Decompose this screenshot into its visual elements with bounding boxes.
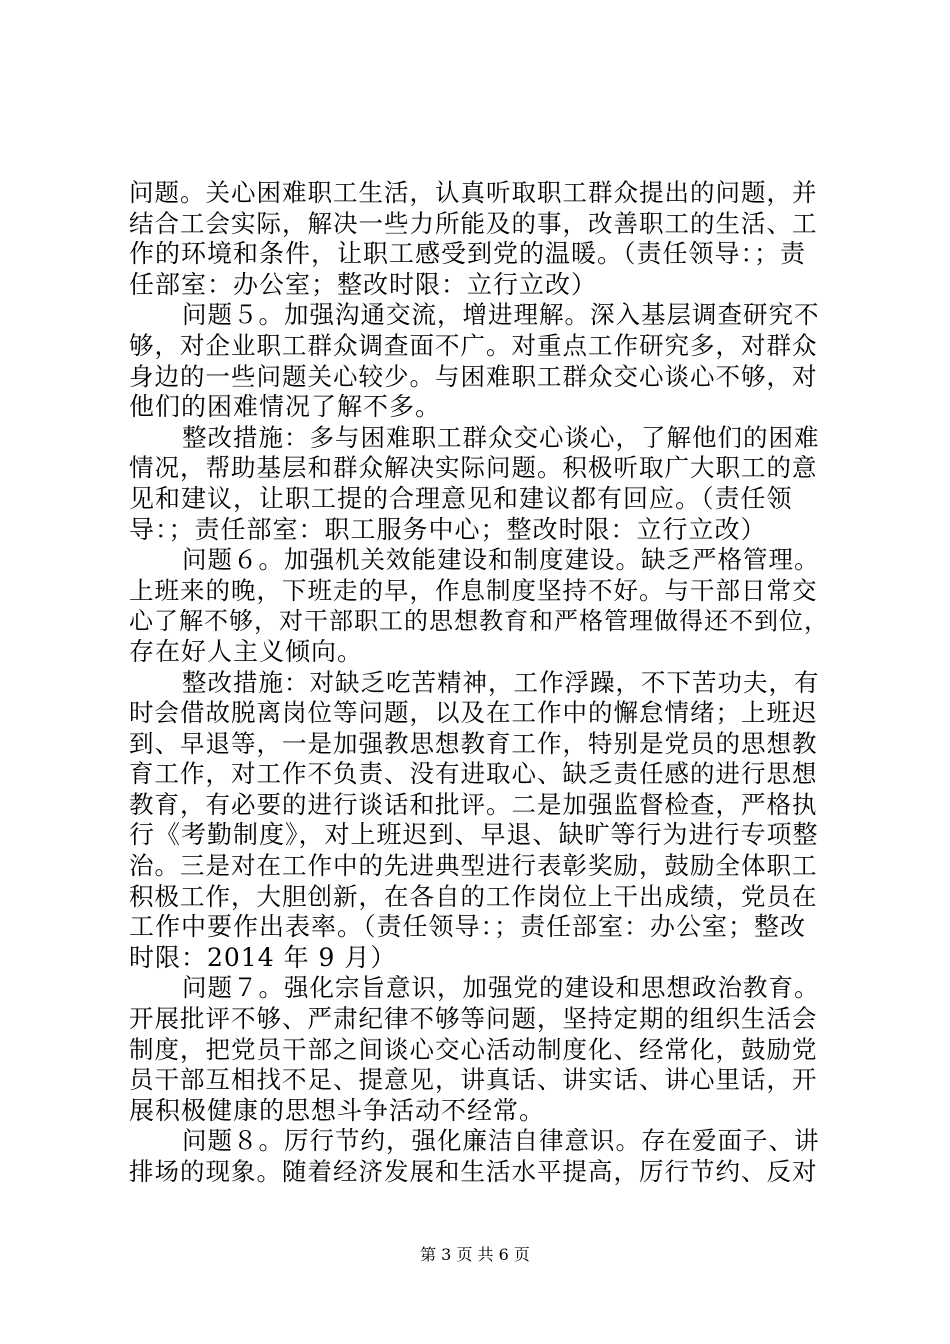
text-line: 工作中要作出表率。（责任领导：；责任部室：办公室；整改	[129, 912, 807, 942]
text-line: 上班来的晚，下班走的早，作息制度坚持不好。与干部日常交	[129, 575, 818, 605]
text-line: 育工作，对工作不负责、没有进取心、缺乏责任感的进行思想	[129, 759, 818, 789]
text-line: 导：；责任部室：职工服务中心；整改时限：立行立改）	[129, 514, 767, 544]
page-number-footer: 第 3 页 共 6 页	[420, 1245, 530, 1264]
text-line: 情况，帮助基层和群众解决实际问题。积极听取广大职工的意	[129, 453, 818, 483]
text-line: 他们的困难情况了解不多。	[129, 392, 442, 422]
text-line: 结合工会实际，解决一些力所能及的事，改善职工的生活、工	[129, 208, 818, 238]
document-body	[129, 178, 829, 1188]
text-line: 问题７。强化宗旨意识，加强党的建设和思想政治教育。	[182, 973, 820, 1003]
text-line: 心了解不够，对干部职工的思想教育和严格管理做得还不到位，	[129, 607, 829, 636]
text-line: 整改措施：对缺乏吃苦精神，工作浮躁，不下苦功夫，有	[182, 667, 820, 697]
text-line: 时限：2014 年 9 月）	[129, 942, 397, 972]
text-line: 排场的现象。随着经济发展和生活水平提高，厉行节约、反对	[129, 1157, 818, 1186]
text-line: 治。三是对在工作中的先进典型进行表彰奖励，鼓励全体职工	[129, 851, 818, 881]
text-line: 展积极健康的思想斗争活动不经常。	[129, 1095, 546, 1125]
text-line: 开展批评不够、严肃纪律不够等问题，坚持定期的组织生活会	[129, 1004, 818, 1034]
text-line: 到、早退等，一是加强教思想教育工作，特别是党员的思想教	[129, 728, 818, 758]
text-line: 问题８。厉行节约，强化廉洁自律意识。存在爱面子、讲	[182, 1126, 820, 1156]
text-line: 见和建议，让职工提的合理意见和建议都有回应。（责任领	[129, 483, 793, 513]
text-line: 教育，有必要的进行谈话和批评。二是加强监督检查，严格执	[129, 789, 818, 819]
text-line: 任部室：办公室；整改时限：立行立改）	[129, 269, 598, 299]
text-line: 问题。关心困难职工生活，认真听取职工群众提出的问题，并	[129, 178, 818, 207]
text-line: 问题５。加强沟通交流，增进理解。深入基层调查研究不	[182, 300, 820, 330]
text-line: 制度，把党员干部之间谈心交心活动制度化、经常化，鼓励党	[129, 1034, 818, 1064]
text-line: 够，对企业职工群众调查面不广。对重点工作研究多，对群众	[129, 330, 818, 360]
text-line: 整改措施：多与困难职工群众交心谈心，了解他们的困难	[182, 422, 820, 452]
text-line: 行《考勤制度》，对上班迟到、早退、缺旷等行为进行专项整	[129, 820, 819, 850]
text-line: 作的环境和条件，让职工感受到党的温暖。（责任领导：；责	[129, 239, 807, 269]
text-line: 积极工作，大胆创新，在各自的工作岗位上干出成绩，党员在	[129, 881, 818, 911]
text-line: 身边的一些问题关心较少。与困难职工群众交心谈心不够，对	[129, 361, 818, 391]
text-line: 存在好人主义倾向。	[129, 636, 364, 666]
text-line: 时会借故脱离岗位等问题，以及在工作中的懈怠情绪；上班迟	[129, 698, 818, 728]
text-line: 员干部互相找不足、提意见，讲真话、讲实话、讲心里话，开	[129, 1065, 818, 1095]
text-line: 问题６。加强机关效能建设和制度建设。缺乏严格管理。	[182, 545, 820, 575]
